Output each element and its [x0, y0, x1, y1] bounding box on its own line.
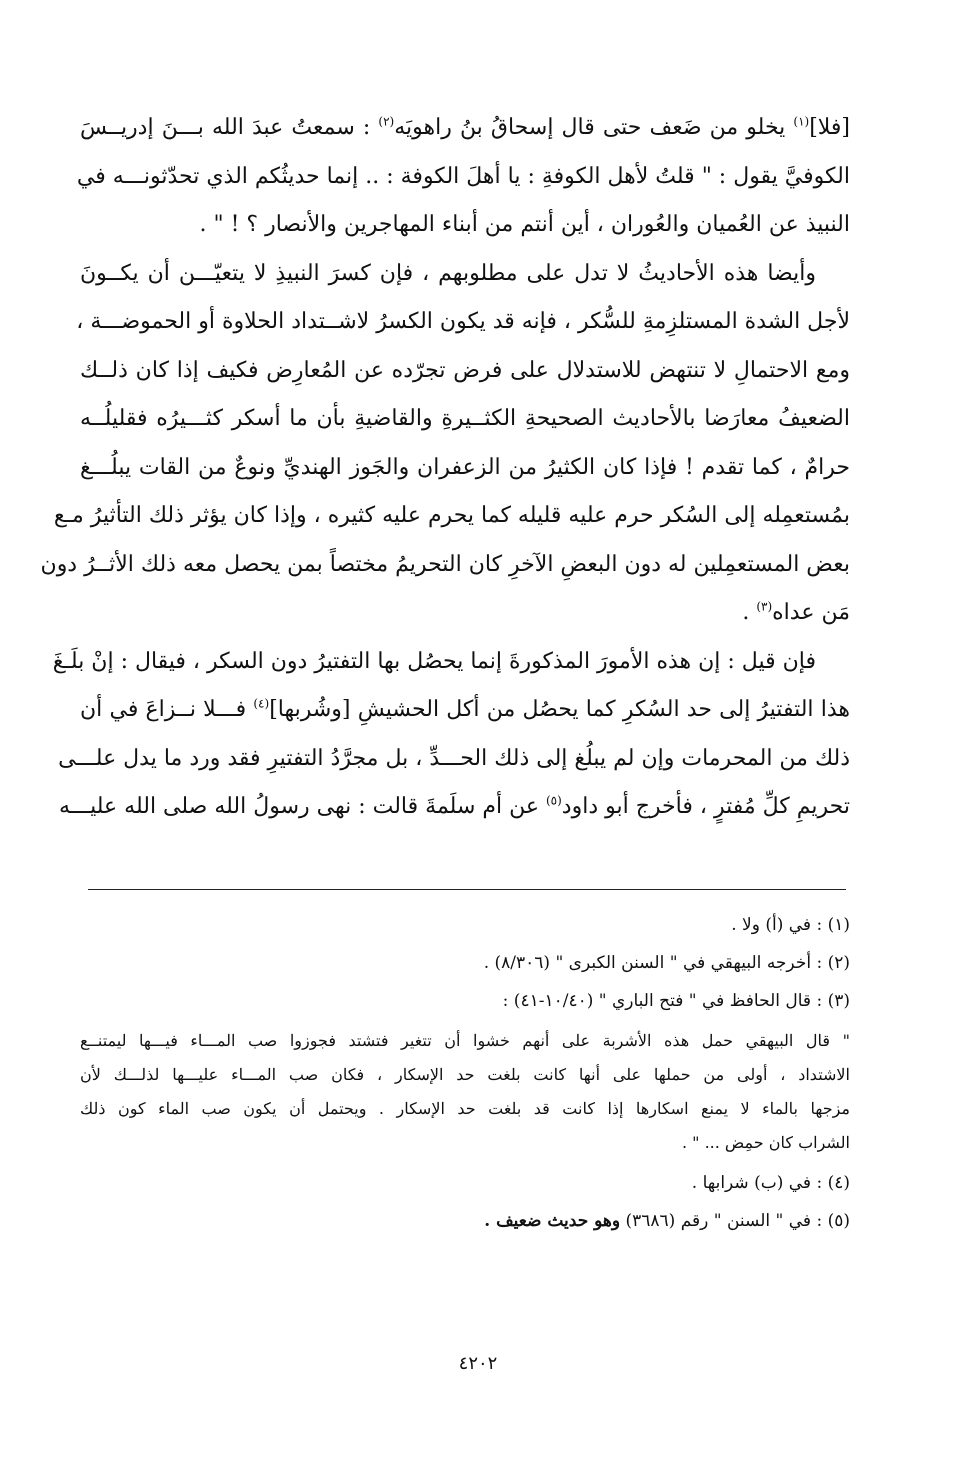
text-line: بمُستعمِله إلى السُكر حرم عليه قليله كما يحرم عليه كثيره ، وإذا كان يؤثر ذلك التأثيرُ مـع [53, 503, 850, 528]
footnote-reference: (٥) [545, 793, 562, 808]
footnote-1: (١) : في (أ) ولا . [731, 915, 850, 935]
footnote-5-reference: (٥) : في " السنن " رقم (٣٦٨٦) [620, 1211, 850, 1231]
footnote-reference: (٤) [253, 696, 270, 711]
footnote-separator [88, 889, 846, 890]
footnote-4: (٤) : في (ب) شرابها . [691, 1173, 850, 1193]
footnotes [80, 906, 850, 1240]
footnote-5 [80, 1202, 850, 1240]
text-line: بعض المستعمِلين له دون البعضِ الآخرِ كان التحريمُ مختصاً بمن يحصل معه ذلك الأثــرُ دون [40, 551, 850, 577]
footnote-2: (٢) : أخرجه البيهقي في " السنن الكبرى " (٨/٣٠٦) . [483, 953, 850, 973]
quote-line: الاشتداد ، أولى من حملها على أنها كانت بلغت حد الإسكار ، فكان صب المـــاء عليـــها لذلـــك لأن [80, 1065, 850, 1084]
footnote-reference: (١) [793, 114, 810, 129]
quote-line: " قال البيهقي حمل هذه الأشربة على أنهم خشوا أن تتغير فتشتد فجوزوا صب المـــاء فيـــها ليمتنــع [80, 1031, 850, 1050]
footnote-5-grading: وهو حديث ضعيف . [484, 1211, 621, 1231]
paragraph-1 [76, 104, 851, 250]
text-line: وأيضا هذه الأحاديثُ لا تدل على مطلوبهم ، فإن كسرَ النبيذِ لا يتعيّـــن أن يكــونَ [80, 260, 816, 286]
text-line: تحريمِ كلِّ مُفترٍ ، فأخرج أبو داود$^{(٥)}$ عن أم سلَمةَ قالت : نهى رسولُ الله صلى الله عليـــه [58, 793, 850, 819]
text-line: مَن عداه$^{(٣)}$ . [742, 599, 850, 625]
text-line: حرامٌ ، كما تقدم ! فإذا كان الكثيرُ من الزعفران والجَوز الهنديِّ ونوعٌ من القات يبلُـــغ [80, 454, 850, 480]
text-line: [فلا]$^{(١)}$ يخلو من ضَعف حتى قال إسحاقُ بنُ راهويَه$^{(٢)}$ : سمعتُ عبدَ الله بـــنَ إدريــسَ [80, 114, 851, 140]
text-line: ذلك من المحرمات وإن لم يبلُغ إلى ذلك الحـــدِّ ، بل مجرَّدُ التفتيرِ فقد ورد ما يدل علـــى [58, 745, 850, 771]
text-line: هذا التفتيرُ إلى حد السُكرِ كما يحصُل من أكل الحشيشِ [وشُربها]$^{(٤)}$ فـــلا نــزاعَ في أن [80, 696, 851, 722]
footnote-3: (٣) : قال الحافظ في " فتح الباري " (١٠/٤٠-٤١) : [502, 991, 850, 1011]
page-number: ٤٢٠٢ [458, 1353, 498, 1374]
text-line: النبيذ عن العُميان والعُوران ، أين أنتم من أبناء المهاجرين والأنصار ؟ ! " . [199, 212, 850, 237]
text-line: ومع الاحتمالِ لا تنتهض للاستدلال على فرض تجرّده عن المُعارِض فكيف إذا كان ذلــك [80, 357, 850, 383]
text-line: لأجل الشدة المستلزِمةِ للسُّكر ، فإنه قد يكون الكسرُ لاشــتداد الحلاوة أو الحموضـــة ، [76, 309, 850, 334]
text-line: الضعيفُ معارَضا بالأحاديث الصحيحةِ الكثــيرةِ والقاضيةِ بأن ما أسكر كثـــيرُه فقليلُــه [80, 406, 850, 431]
footnote-reference: (٢) [378, 114, 395, 129]
paragraph-2 [40, 250, 850, 638]
paragraph-3 [52, 638, 851, 832]
text-line: الكوفيَّ يقول : " قلتُ لأهل الكوفةِ : يا أهلَ الكوفة : .. إنما حديثُكم الذي تحدّثونـــه في [76, 163, 850, 189]
footnote-3-quote [80, 1020, 850, 1164]
quote-line: مزجها بالماء لا يمنع اسكارها إذا كانت قد بلغت حد الإسكار . ويحتمل أن يكون صب الماء كون ذلك [80, 1099, 851, 1118]
quote-line: الشراب كان حمِض ... " . [681, 1133, 850, 1152]
footnote-reference: (٣) [756, 599, 773, 614]
text-line: فإن قيل : إن هذه الأمورَ المذكورةَ إنما يحصُل بها التفتيرُ دون السكر ، فيقال : إنْ بلَـغَ [52, 648, 816, 674]
main-text [40, 104, 851, 832]
